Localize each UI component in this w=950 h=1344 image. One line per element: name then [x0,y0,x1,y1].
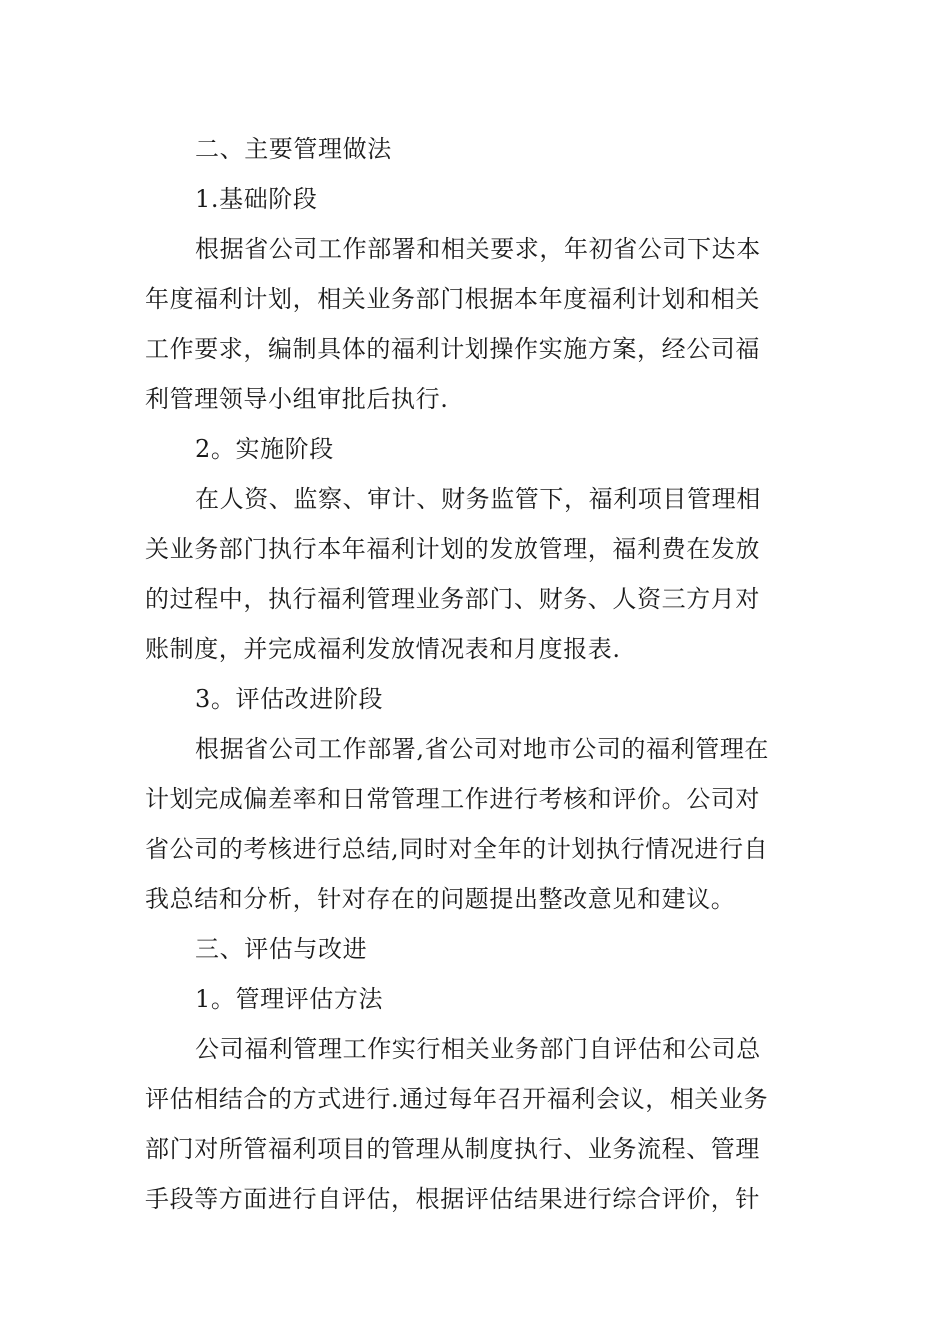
paragraph-line: 手段等方面进行自评估，根据评估结果进行综合评价，针 [145,1185,760,1213]
paragraph-line: 公司福利管理工作实行相关业务部门自评估和公司总 [195,1035,761,1063]
paragraph-line: 关业务部门执行本年福利计划的发放管理，福利费在发放 [145,535,760,563]
paragraph-line: 年度福利计划，相关业务部门根据本年度福利计划和相关 [145,285,760,313]
paragraph-line: 根据省公司工作部署和相关要求，年初省公司下达本 [195,235,761,263]
paragraph-line: 账制度，并完成福利发放情况表和月度报表. [145,635,621,663]
subheading-basic-stage: 1.基础阶段 [195,185,318,213]
paragraph-line: 的过程中，执行福利管理业务部门、财务、人资三方月对 [145,585,760,613]
paragraph-line: 评估相结合的方式进行.通过每年召开福利会议，相关业务 [145,1085,769,1113]
paragraph-line: 部门对所管福利项目的管理从制度执行、业务流程、管理 [145,1135,760,1163]
paragraph-line: 计划完成偏差率和日常管理工作进行考核和评价。公司对 [145,785,760,813]
subheading-evaluation-stage: 3。评估改进阶段 [195,685,384,713]
paragraph-line: 在人资、监察、审计、财务监管下，福利项目管理相 [195,485,761,513]
paragraph-line: 根据省公司工作部署,省公司对地市公司的福利管理在 [195,735,770,763]
paragraph-line: 工作要求，编制具体的福利计划操作实施方案，经公司福 [145,335,760,363]
section-heading-main-practices: 二、主要管理做法 [195,135,392,163]
subheading-evaluation-method: 1。管理评估方法 [195,985,384,1013]
paragraph-line: 省公司的考核进行总结,同时对全年的计划执行情况进行自 [145,835,769,863]
document-body [145,124,795,1224]
paragraph-line: 利管理领导小组审批后执行. [145,385,449,413]
section-heading-evaluation-improvement: 三、评估与改进 [195,935,368,963]
subheading-implementation-stage: 2。实施阶段 [195,435,334,463]
paragraph-line: 我总结和分析，针对存在的问题提出整改意见和建议。 [145,885,736,913]
